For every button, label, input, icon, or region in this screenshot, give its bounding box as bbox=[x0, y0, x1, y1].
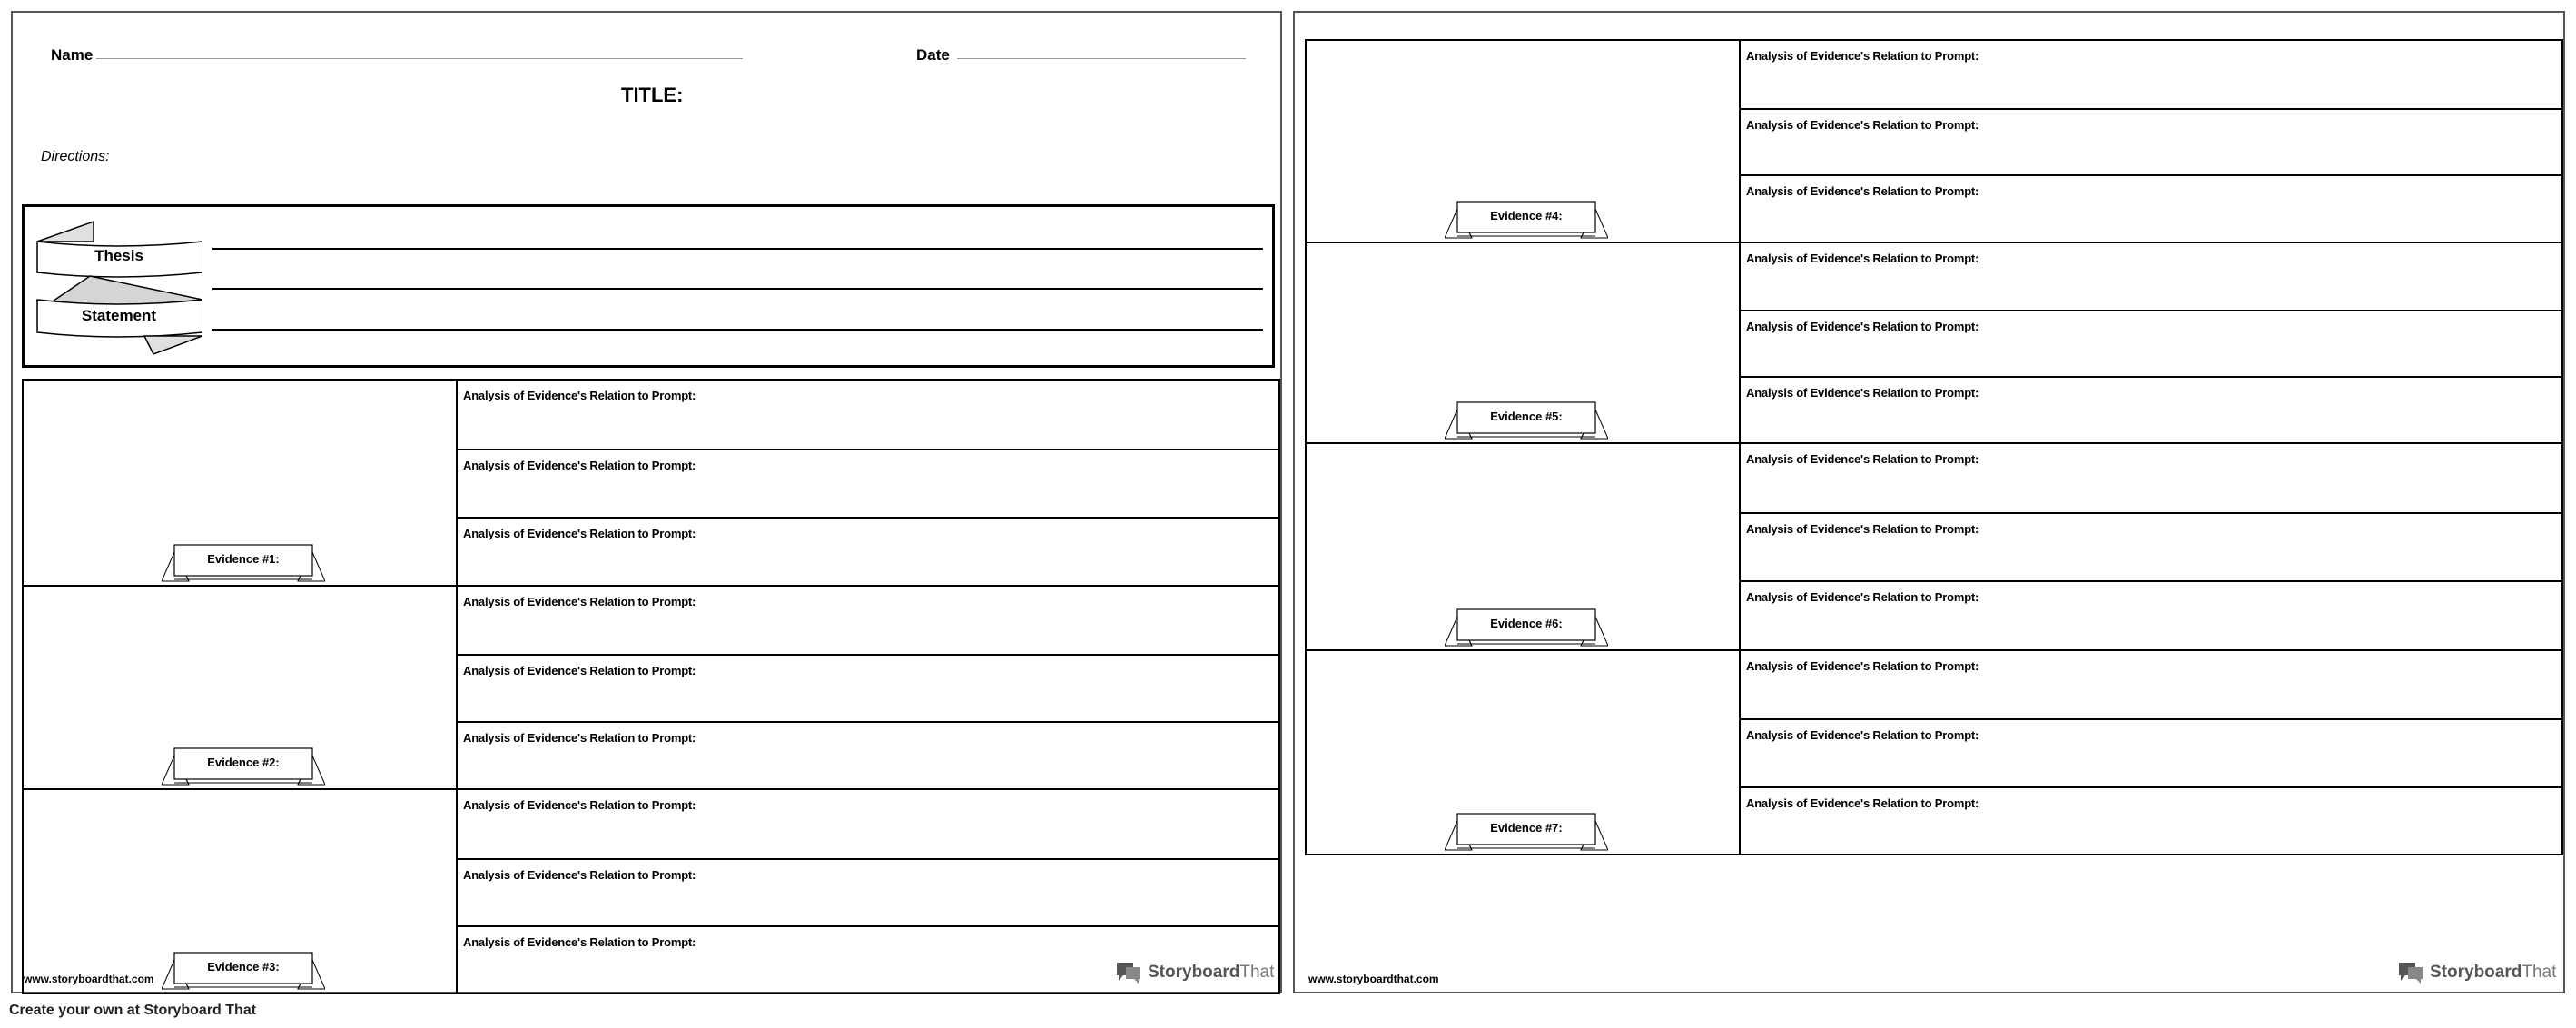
evidence-group bbox=[24, 585, 1278, 789]
thesis-writing-line bbox=[212, 288, 1263, 290]
evidence-group bbox=[1307, 41, 2561, 242]
logo-text-light: That bbox=[2522, 963, 2557, 982]
analysis-cell bbox=[1741, 786, 2561, 855]
worksheet-page-1 bbox=[11, 11, 1282, 993]
analysis-cell bbox=[458, 721, 1278, 788]
thesis-ribbon-icon bbox=[35, 220, 202, 356]
worksheet-title: TITLE: bbox=[621, 84, 684, 106]
directions-label: Directions: bbox=[41, 149, 110, 164]
evidence-label: Evidence #7: bbox=[1490, 821, 1563, 835]
analysis-cell bbox=[458, 587, 1278, 654]
analysis-cell bbox=[1741, 376, 2561, 442]
evidence-banner bbox=[1445, 400, 1608, 442]
analysis-cell bbox=[1741, 512, 2561, 580]
analysis-label: Analysis of Evidence's Relation to Prompt: bbox=[1746, 320, 1979, 333]
evidence-grid-page-2-bottom bbox=[1305, 442, 2563, 855]
analysis-cell bbox=[458, 449, 1278, 517]
worksheet-page-2 bbox=[1293, 11, 2565, 993]
storyboardthat-logo bbox=[2397, 961, 2556, 984]
analysis-label: Analysis of Evidence's Relation to Prompt: bbox=[1746, 386, 1979, 400]
evidence-label: Evidence #1: bbox=[207, 551, 280, 566]
analysis-label: Analysis of Evidence's Relation to Prompt: bbox=[1746, 49, 1979, 63]
thesis-ribbon-label-line1: Thesis bbox=[94, 247, 143, 264]
logo-text-bold: Storyboard bbox=[1148, 963, 1240, 982]
analysis-cell bbox=[458, 381, 1278, 449]
evidence-banner bbox=[162, 746, 325, 788]
evidence-banner bbox=[1445, 812, 1608, 854]
website-url: www.storyboardthat.com bbox=[1308, 973, 1439, 985]
analysis-label: Analysis of Evidence's Relation to Prompt: bbox=[1746, 658, 1979, 673]
analysis-cell bbox=[458, 517, 1278, 585]
analysis-cell bbox=[458, 858, 1278, 925]
analysis-cell bbox=[1741, 444, 2561, 512]
date-line bbox=[957, 58, 1246, 59]
thesis-writing-line bbox=[212, 248, 1263, 250]
evidence-label: Evidence #4: bbox=[1490, 209, 1563, 222]
thesis-statement-box bbox=[22, 204, 1275, 368]
evidence-banner bbox=[1445, 608, 1608, 649]
logo-text-light: That bbox=[1239, 963, 1275, 982]
evidence-cell bbox=[24, 790, 458, 993]
evidence-banner bbox=[162, 543, 325, 585]
analysis-label: Analysis of Evidence's Relation to Prompt: bbox=[1746, 728, 1979, 742]
evidence-label: Evidence #6: bbox=[1490, 616, 1563, 630]
analysis-cell bbox=[1741, 718, 2561, 786]
evidence-cell bbox=[1307, 243, 1741, 442]
analysis-label: Analysis of Evidence's Relation to Prompt: bbox=[1746, 117, 1979, 132]
analysis-cell bbox=[1741, 243, 2561, 310]
name-line bbox=[96, 58, 743, 59]
evidence-cell bbox=[1307, 651, 1741, 855]
evidence-cell bbox=[24, 381, 458, 585]
evidence-cell bbox=[1307, 41, 1741, 242]
analysis-label: Analysis of Evidence's Relation to Prompt: bbox=[463, 731, 696, 746]
evidence-grid-page-2-top bbox=[1305, 39, 2563, 444]
thesis-writing-line bbox=[212, 329, 1263, 331]
analysis-label: Analysis of Evidence's Relation to Prompt: bbox=[463, 594, 696, 608]
evidence-group bbox=[24, 381, 1278, 585]
logo-text-bold: Storyboard bbox=[2430, 963, 2522, 982]
analysis-label: Analysis of Evidence's Relation to Prompt: bbox=[1746, 184, 1979, 199]
evidence-banner bbox=[162, 951, 325, 993]
analysis-label: Analysis of Evidence's Relation to Prompt: bbox=[463, 526, 696, 540]
evidence-label: Evidence #2: bbox=[207, 756, 280, 770]
date-label: Date bbox=[916, 46, 950, 64]
thesis-ribbon-label-line2: Statement bbox=[81, 307, 157, 324]
evidence-cell bbox=[24, 587, 458, 789]
evidence-grid-page-1 bbox=[22, 379, 1280, 994]
evidence-group bbox=[24, 788, 1278, 993]
evidence-group bbox=[1307, 242, 2561, 442]
analysis-label: Analysis of Evidence's Relation to Prompt: bbox=[463, 663, 696, 677]
speech-bubbles-icon bbox=[1115, 961, 1142, 984]
analysis-cell bbox=[458, 654, 1278, 721]
analysis-cell bbox=[458, 790, 1278, 857]
analysis-label: Analysis of Evidence's Relation to Prompt: bbox=[463, 798, 696, 813]
name-label: Name bbox=[51, 46, 94, 64]
analysis-label: Analysis of Evidence's Relation to Prompt: bbox=[463, 458, 696, 472]
speech-bubbles-icon bbox=[2397, 961, 2424, 984]
evidence-label: Evidence #5: bbox=[1490, 410, 1563, 423]
analysis-cell bbox=[1741, 580, 2561, 648]
evidence-banner bbox=[1445, 200, 1608, 242]
analysis-label: Analysis of Evidence's Relation to Prompt: bbox=[1746, 452, 1979, 466]
analysis-cell bbox=[1741, 310, 2561, 376]
analysis-label: Analysis of Evidence's Relation to Prompt: bbox=[1746, 796, 1979, 810]
analysis-cell bbox=[1741, 41, 2561, 108]
evidence-group bbox=[1307, 444, 2561, 649]
storyboardthat-logo bbox=[1115, 961, 1274, 984]
analysis-cell bbox=[1741, 651, 2561, 719]
analysis-label: Analysis of Evidence's Relation to Prompt: bbox=[1746, 590, 1979, 605]
analysis-label: Analysis of Evidence's Relation to Prompt: bbox=[463, 389, 696, 402]
evidence-cell bbox=[1307, 444, 1741, 649]
analysis-label: Analysis of Evidence's Relation to Prompt: bbox=[463, 934, 696, 949]
analysis-label: Analysis of Evidence's Relation to Prompt: bbox=[463, 867, 696, 882]
evidence-group bbox=[1307, 649, 2561, 855]
evidence-label: Evidence #3: bbox=[207, 960, 280, 974]
analysis-label: Analysis of Evidence's Relation to Prompt: bbox=[1746, 522, 1979, 537]
create-your-own-link[interactable]: Create your own at Storyboard That bbox=[9, 1003, 257, 1018]
analysis-cell bbox=[1741, 108, 2561, 175]
analysis-cell bbox=[1741, 174, 2561, 242]
website-url: www.storyboardthat.com bbox=[24, 973, 154, 985]
analysis-label: Analysis of Evidence's Relation to Prompt: bbox=[1746, 252, 1979, 265]
